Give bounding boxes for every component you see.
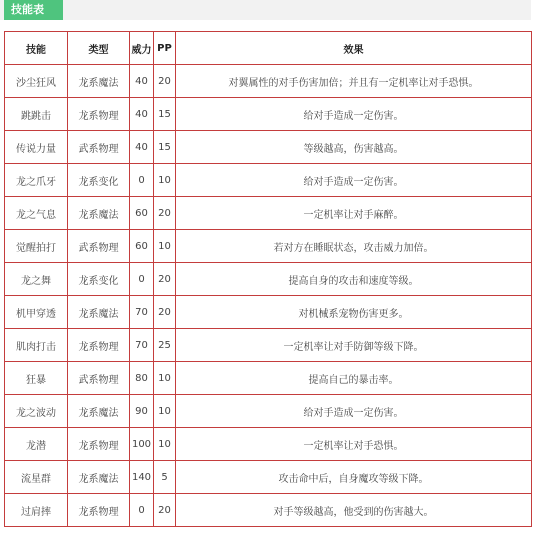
skill-type: 龙系魔法 <box>68 395 130 428</box>
skill-pp: 15 <box>154 98 176 131</box>
skill-pp: 10 <box>154 362 176 395</box>
skill-power: 0 <box>130 494 154 527</box>
table-row <box>5 164 532 197</box>
skill-power: 0 <box>130 164 154 197</box>
skill-power: 90 <box>130 395 154 428</box>
skill-pp: 10 <box>154 395 176 428</box>
skill-name: 龙潜 <box>5 428 68 461</box>
skill-pp: 20 <box>154 197 176 230</box>
skill-type: 武系物理 <box>68 131 130 164</box>
skill-pp: 20 <box>154 296 176 329</box>
skill-effect: 一定机率让对手麻醉。 <box>176 197 532 230</box>
header-effect: 效果 <box>176 32 532 65</box>
skill-power: 80 <box>130 362 154 395</box>
skill-pp: 20 <box>154 263 176 296</box>
skill-effect: 给对手造成一定伤害。 <box>176 395 532 428</box>
skill-name: 跳跳击 <box>5 98 68 131</box>
skill-pp: 20 <box>154 494 176 527</box>
skill-power: 0 <box>130 263 154 296</box>
skill-type: 龙系魔法 <box>68 461 130 494</box>
skill-effect: 提高自己的暴击率。 <box>176 362 532 395</box>
table-row <box>5 494 532 527</box>
skill-type: 龙系物理 <box>68 329 130 362</box>
skill-name: 龙之舞 <box>5 263 68 296</box>
table-row <box>5 230 532 263</box>
skill-power: 40 <box>130 98 154 131</box>
skill-effect: 给对手造成一定伤害。 <box>176 98 532 131</box>
skill-type: 龙系魔法 <box>68 65 130 98</box>
skill-name: 机甲穿透 <box>5 296 68 329</box>
skill-name: 狂暴 <box>5 362 68 395</box>
skill-power: 40 <box>130 131 154 164</box>
skill-effect: 一定机率让对手防御等级下降。 <box>176 329 532 362</box>
skill-pp: 25 <box>154 329 176 362</box>
skill-power: 70 <box>130 296 154 329</box>
skill-pp: 20 <box>154 65 176 98</box>
skill-type: 武系物理 <box>68 230 130 263</box>
skill-name: 龙之爪牙 <box>5 164 68 197</box>
skill-effect: 提高自身的攻击和速度等级。 <box>176 263 532 296</box>
table-header-row <box>5 32 532 65</box>
skill-type: 龙系魔法 <box>68 197 130 230</box>
table-row <box>5 428 532 461</box>
skill-effect: 等级越高，伤害越高。 <box>176 131 532 164</box>
header-type: 类型 <box>68 32 130 65</box>
skills-table <box>4 31 532 527</box>
table-row <box>5 98 532 131</box>
skill-effect: 攻击命中后，自身魔攻等级下降。 <box>176 461 532 494</box>
skill-type: 龙系魔法 <box>68 296 130 329</box>
skill-effect: 对翼属性的对手伤害加倍；并且有一定机率让对手恐惧。 <box>176 65 532 98</box>
skill-effect: 给对手造成一定伤害。 <box>176 164 532 197</box>
table-row <box>5 395 532 428</box>
skill-effect: 对机械系宠物伤害更多。 <box>176 296 532 329</box>
section-header-bar <box>0 0 531 20</box>
skill-power: 70 <box>130 329 154 362</box>
skill-effect: 对手等级越高，他受到的伤害越大。 <box>176 494 532 527</box>
skill-power: 60 <box>130 197 154 230</box>
skill-name: 龙之波动 <box>5 395 68 428</box>
skill-effect: 若对方在睡眠状态，攻击威力加倍。 <box>176 230 532 263</box>
table-row <box>5 296 532 329</box>
skill-name: 龙之气息 <box>5 197 68 230</box>
skill-pp: 5 <box>154 461 176 494</box>
skill-effect: 一定机率让对手恐惧。 <box>176 428 532 461</box>
skill-type: 龙系变化 <box>68 263 130 296</box>
section-tab: 技能表 <box>4 0 63 20</box>
table-row <box>5 329 532 362</box>
table-row <box>5 362 532 395</box>
table-row <box>5 131 532 164</box>
table-row <box>5 65 532 98</box>
table-row <box>5 263 532 296</box>
skill-type: 龙系物理 <box>68 428 130 461</box>
skill-name: 过肩摔 <box>5 494 68 527</box>
skill-name: 沙尘狂风 <box>5 65 68 98</box>
skill-type: 龙系变化 <box>68 164 130 197</box>
header-pp: PP <box>154 32 176 65</box>
skill-name: 传说力量 <box>5 131 68 164</box>
skill-type: 武系物理 <box>68 362 130 395</box>
skill-name: 觉醒拍打 <box>5 230 68 263</box>
skill-pp: 10 <box>154 230 176 263</box>
skill-power: 40 <box>130 65 154 98</box>
skill-pp: 10 <box>154 164 176 197</box>
skill-type: 龙系物理 <box>68 98 130 131</box>
header-power: 威力 <box>130 32 154 65</box>
table-row <box>5 461 532 494</box>
skill-pp: 10 <box>154 428 176 461</box>
table-row <box>5 197 532 230</box>
skill-power: 140 <box>130 461 154 494</box>
skill-name: 流星群 <box>5 461 68 494</box>
skill-power: 60 <box>130 230 154 263</box>
header-skill: 技能 <box>5 32 68 65</box>
skill-pp: 15 <box>154 131 176 164</box>
skill-type: 龙系物理 <box>68 494 130 527</box>
skill-name: 肌肉打击 <box>5 329 68 362</box>
skill-power: 100 <box>130 428 154 461</box>
